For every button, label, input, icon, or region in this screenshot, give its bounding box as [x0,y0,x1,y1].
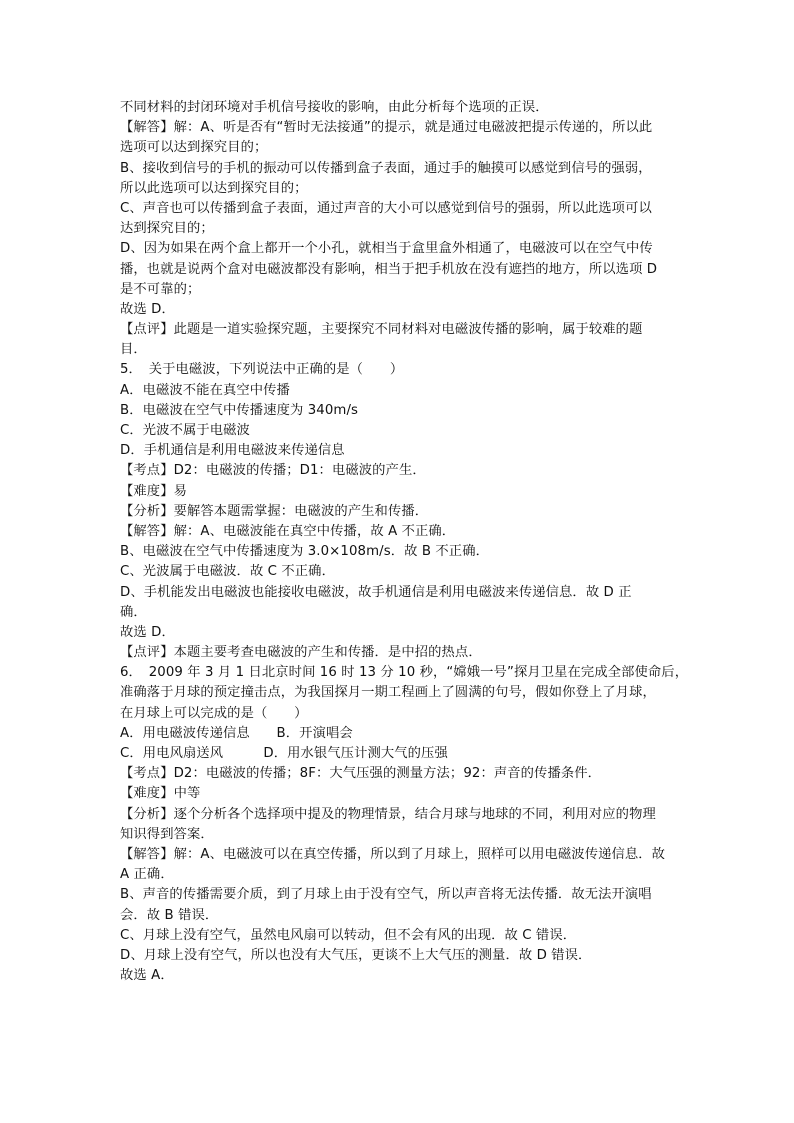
text-line: 确． [120,604,147,620]
text-line: 故选 D． [120,624,175,640]
text-line: 播，也就是说两个盒对电磁波都没有影响，相当于把手机放在没有遮挡的地方，所以选项 D [120,261,658,277]
text-line: C、声音也可以传播到盒子表面，通过声音的大小可以感觉到信号的强弱，所以此选项可以 [120,200,652,216]
text-line: 【解答】解：A、电磁波能在真空中传播，故 A 不正确． [120,523,456,539]
text-line: D、手机能发出电磁波也能接收电磁波，故手机通信是利用电磁波来传递信息．故 D 正 [120,584,632,600]
text-line: 不同材料的封闭环境对手机信号接收的影响，由此分析每个选项的正误． [120,100,549,115]
text-line: 目． [120,342,147,358]
text-line: B、声音的传播需要介质，到了月球上由于没有空气，所以声音将无法传播．故无法开演唱 [120,887,652,903]
text-line: 准确落于月球的预定撞击点，为我国探月一期工程画上了圆满的句号，假如你登上了月球， [120,685,656,701]
document-body [120,98,689,986]
text-line: D．手机通信是利用电磁波来传递信息 [120,443,345,459]
text-line: D、因为如果在两个盒上都开一个小孔，就相当于盒里盒外相通了，电磁波可以在空气中传 [120,241,653,257]
text-line: A．电磁波不能在真空中传播 [120,382,290,398]
text-line: 【考点】D2：电磁波的传播；8F：大气压强的测量方法；92：声音的传播条件． [120,766,602,782]
text-line: 在月球上可以完成的是（ ） [120,705,308,721]
text-line: 【解答】解：A、电磁波可以在真空传播，所以到了月球上，照样可以用电磁波传递信息．故 [120,846,666,862]
text-line: C．光波不属于电磁波 [120,423,250,438]
text-line: 【解答】解：A、听是否有“暂时无法接通”的提示，就是通过电磁波把提示传递的，所以此 [120,120,653,136]
text-line: B、接收到信号的手机的振动可以传播到盒子表面，通过手的触摸可以感觉到信号的强弱， [120,160,652,176]
text-line: 6． 2009 年 3 月 1 日北京时间 16 时 13 分 10 秒，“嫦娥一号”探月卫星在完成全部使命后， [120,665,689,681]
text-line: 【分析】逐个分析各个选择项中提及的物理情景，结合月球与地球的不同，利用对应的物理 [120,806,656,822]
text-line: A．用电磁波传递信息 B．开演唱会 [120,725,353,741]
text-line: 是不可靠的； [120,281,201,297]
text-line: 【点评】此题是一道实验探究题，主要探究不同材料对电磁波传播的影响，属于较难的题 [120,322,643,338]
text-line: 【分析】要解答本题需掌握：电磁波的产生和传播． [120,503,429,519]
text-line: 【点评】本题主要考查电磁波的产生和传播．是中招的热点． [120,645,482,661]
text-line: 【考点】D2：电磁波的传播；D1：电磁波的产生． [120,463,426,479]
text-line: 故选 D． [120,301,175,317]
text-line: 选项可以达到探究目的； [120,140,268,156]
text-line: 所以此选项可以达到探究目的； [120,180,308,196]
text-line: C．用电风扇送风 D．用水银气压计测大气的压强 [120,746,448,761]
text-line: D、月球上没有空气，所以也没有大气压，更谈不上大气压的测量．故 D 错误． [120,947,592,963]
text-line: 故选 A． [120,968,174,984]
text-line: 知识得到答案． [120,826,214,842]
text-line: C、光波属于电磁波．故 C 不正确． [120,564,335,580]
text-line: 达到探究目的； [120,221,214,237]
text-line: B．电磁波在空气中传播速度为 340m/s [120,402,359,418]
text-line: 【难度】易 [120,483,187,499]
text-line: 会．故 B 错误． [120,907,219,923]
text-line: B、电磁波在空气中传播速度为 3.0×108m/s．故 B 不正确． [120,544,489,560]
text-line: 【难度】中等 [120,786,201,802]
text-line: A 正确． [120,867,174,883]
text-line: C、月球上没有空气，虽然电风扇可以转动，但不会有风的出现．故 C 错误． [120,927,577,943]
text-line: 5． 关于电磁波，下列说法中正确的是（ ） [120,362,404,378]
